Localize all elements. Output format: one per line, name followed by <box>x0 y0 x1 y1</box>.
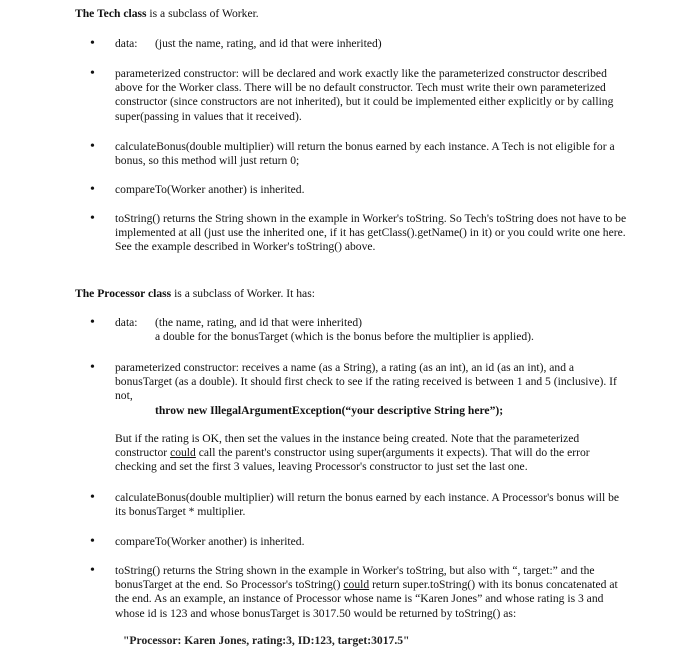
tech-data-item: data: (just the name, rating, and id that were inherited) <box>115 37 382 50</box>
tech-tostring-item: toString() returns the String shown in the example in Worker's toString. So Tech's toString does not have to be implemented at all (just use the inherited one, if it has getClass().getName() in it) or you could write one here. See the example described in Worker's toString() above. <box>115 212 627 254</box>
bullet-icon: • <box>90 563 95 578</box>
bullet-icon: • <box>90 182 95 197</box>
bullet-icon: • <box>90 66 95 81</box>
rating-ok-paragraph: But if the rating is OK, then set the values in the instance being created. Note that the parameterized constructor could call the parent's constructor using super(arguments it expects). That will do the error checking and set the first 3 values, leaving Processor's constructor to just set the last one. <box>115 432 590 474</box>
processor-compare-item: compareTo(Worker another) is inherited. <box>115 535 305 548</box>
processor-constructor-item: parameterized constructor: receives a name (as a String), a rating (as an int), an id (as an int), and a bonusTarget (as a double). It should first check to see if the rating received is between 1 and 5 (inclusive). If not, throw new IllegalArgumentException(“your descriptive String here”); <box>115 361 630 418</box>
tech-compare-item: compareTo(Worker another) is inherited. <box>115 183 305 196</box>
processor-tostring-item: toString() returns the String shown in the example in Worker's toString, but also with “, target:” and the bonusTarget at the end. So Processor's toString() could return super.toString() with its bonus concatenated at the end. As an example, an instance of Processor whose name is “Karen Jones” and whose rating is 3 and whose id is 123 and whose bonusTarget is 3017.50 would be returned by toString() as: <box>115 564 618 620</box>
bullet-icon: • <box>90 360 95 375</box>
bullet-icon: • <box>90 139 95 154</box>
bullet-icon: • <box>90 534 95 549</box>
processor-bonus-item: calculateBonus(double multiplier) will return the bonus earned by each instance. A Processor's bonus will be its bonusTarget * multiplier. <box>115 491 620 519</box>
tech-bonus-item: calculateBonus(double multiplier) will return the bonus earned by each instance. A Tech is not eligible for a bonus, so this method will just return 0; <box>115 140 615 168</box>
processor-data-item: data: (the name, rating, and id that were inherited) a double for the bonusTarget (which is the bonus before the multiplier is applied). <box>115 316 534 344</box>
bullet-icon: • <box>90 36 95 51</box>
bullet-icon: • <box>90 211 95 226</box>
processor-heading: The Processor class is a subclass of Worker. It has: <box>75 287 315 300</box>
example-output-line: "Processor: Karen Jones, rating:3, ID:123, target:3017.5" <box>123 634 410 647</box>
bullet-icon: • <box>90 490 95 505</box>
bullet-icon: • <box>90 315 95 330</box>
throw-statement: throw new IllegalArgumentException(“your descriptive String here”); <box>155 403 504 417</box>
tech-heading: The Tech class is a subclass of Worker. <box>75 7 259 20</box>
tech-constructor-item: parameterized constructor: will be declared and work exactly like the parameterized constructor described above for the Worker class. There will be no default constructor. Tech must write their own parameterized constructor (since constructors are not inherited), but it could be implemented either explicitly or by calling super(passing in values that it received). <box>115 67 614 123</box>
